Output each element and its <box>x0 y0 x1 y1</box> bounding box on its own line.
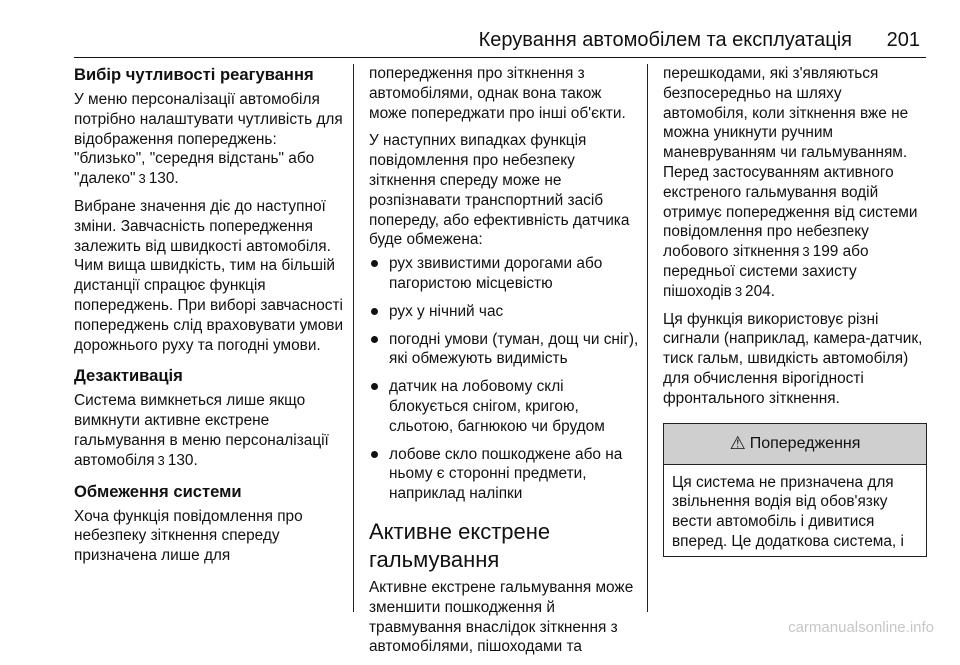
bullet-icon <box>371 383 378 390</box>
paragraph-selected-value: Вибране значення діє до наступної зміни. Завчасність попередження залежить від швидкості автомобіля. Чим вища швидкість, тим на більшій дистанції спрацює функція попереджень. При виборі завчасності попереджень слід враховувати умови дорожнього руху та погодні умови. <box>74 197 344 354</box>
page-ref-icon: 3 <box>157 452 165 468</box>
heading-active-emergency-braking: Активне екстрене гальмування <box>369 518 551 572</box>
list-item: погодні умови (туман, дощ чи сніг), які обмежують видимість <box>369 330 639 370</box>
limitations-list <box>369 254 639 504</box>
watermark: carmanualsonline.info <box>788 619 934 636</box>
paragraph-limitations: Хоча функція повідомлення про небезпеку зіткнення спереду призначена лише для <box>74 507 303 565</box>
bullet-icon <box>371 308 378 315</box>
warning-triangle-icon: ⚠ <box>729 432 746 453</box>
column-divider-2 <box>647 64 648 612</box>
page-ref-icon: 3 <box>802 244 810 260</box>
list-item: датчик на лобовому склі блокується снігом, кригою, сльотою, багнюкою чи брудом <box>369 377 639 436</box>
paragraph-sensitivity <box>74 90 346 189</box>
list-item: рух у нічний час <box>369 302 639 322</box>
list-item: рух звивистими дорогами або пагористою місцевістю <box>369 254 639 294</box>
heading-deactivation: Дезактивація <box>74 366 183 386</box>
page-ref-199[interactable]: 199 <box>812 243 839 261</box>
page-ref-130[interactable]: 130. <box>167 451 198 469</box>
list-item: лобове скло пошкоджене або на ньому є сторонні предмети, наприклад наліпки <box>369 445 639 504</box>
header-title: Керування автомобілем та експлуатація <box>478 29 852 51</box>
warning-box <box>663 423 927 557</box>
warning-text: Ця система не призначена для звільнення водія від обов'язку вести автомобіль і дивитися вперед. Це додаткова система, і <box>672 473 904 550</box>
bullet-icon <box>371 260 378 267</box>
warning-header <box>664 424 926 465</box>
page-ref-icon: 3 <box>138 171 146 187</box>
column-1 <box>74 64 346 574</box>
page-number: 201 <box>886 29 920 51</box>
bullet-icon <box>371 451 378 458</box>
paragraph-aeb-details: перешкодами, які з'являються безпосередньо на шляху автомобіля, коли зіткнення вже не можна уникнути ручним маневруванням чи гальмуванням. Перед застосуванням активного екстреного гальмування водій отримує попередження від системи повідомлення про небезпеку лобового зіткнення 3 199 або передньої системи захисту пішоходів 3 204. <box>663 65 918 300</box>
column-divider-1 <box>353 64 354 612</box>
paragraph-deactivation-text: Система вимкнеться лише якщо вимкнути активне екстрене гальмування в меню персоналізації автомобіля <box>74 392 329 469</box>
column-3 <box>663 64 928 557</box>
paragraph-other-objects: попередження про зіткнення з автомобілями, однак вона також може попереджати про інші об'єкти. <box>369 65 626 122</box>
heading-sensitivity: Вибір чутливості реагування <box>74 65 314 84</box>
paragraph-sensitivity-text: У меню персоналізації автомобіля потрібно налаштувати чутливість для відображення попереджень: "близько", "середня відстань" або "далеко" <box>74 91 343 188</box>
paragraph-signals: Ця функція використовує різні сигнали (наприклад, камера-датчик, тиск гальм, швидкість автомобіля) для обчислення вірогідності фронтального зіткнення. <box>663 310 923 407</box>
column-2 <box>369 64 639 665</box>
paragraph-aeb-intro: Активне екстрене гальмування може зменшити пошкодження й травмування внаслідок зіткнення з автомобілями, пішоходами та <box>369 578 634 656</box>
bullet-icon <box>371 336 378 343</box>
page-header <box>0 0 960 52</box>
header-rule <box>74 57 926 58</box>
paragraph-deactivation <box>74 391 346 470</box>
paragraph-cases: У наступних випадках функція повідомлення про небезпеку зіткнення спереду може не розпізнавати транспортний засіб попереду, або ефективність датчика буде обмежена: <box>369 132 630 249</box>
page-ref-icon: 3 <box>734 283 743 299</box>
heading-limitations: Обмеження системи <box>74 481 242 501</box>
page-ref-130[interactable]: 130. <box>148 170 179 188</box>
page-ref-204[interactable]: 204. <box>745 282 776 300</box>
warning-title: Попередження <box>749 434 861 452</box>
